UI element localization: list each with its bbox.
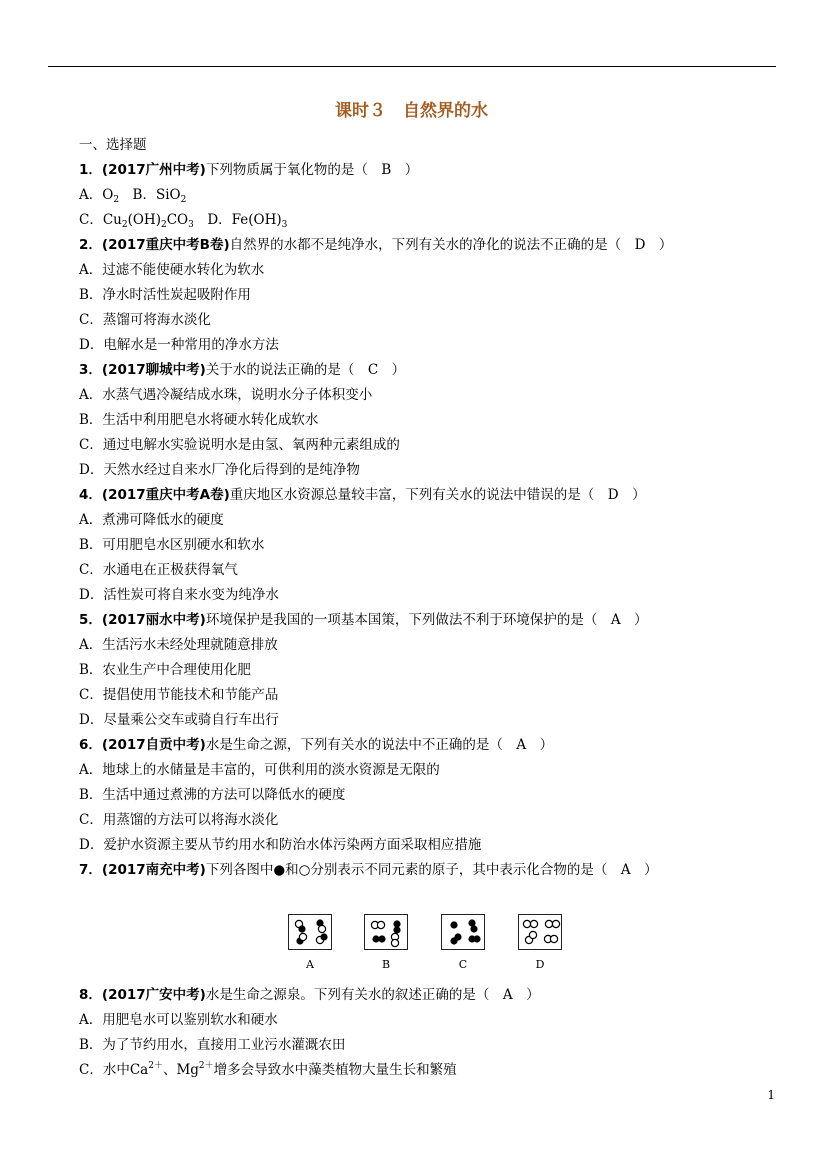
question-8-option-c: C．水中$Ca^{2+}$、$Mg^{2+}$增多会导致水中藻类植物大量生长和繁殖 xyxy=(79,1061,457,1078)
question-5-option: C．提倡使用节能技术和节能产品 xyxy=(79,687,279,703)
figure-label-d: D xyxy=(535,958,545,971)
question-4-stem: 4．(2017重庆中考A卷)重庆地区水资源总量较丰富，下列有关水的说法中错误的是（ D ） xyxy=(79,487,646,503)
section-heading: 一、选择题 xyxy=(79,137,147,153)
page-number: 1 xyxy=(767,1088,775,1102)
question-8-stem: 8．(2017广安中考)水是生命之源泉。下列有关水的叙述正确的是（ A ） xyxy=(79,987,540,1003)
question-2-option: C．蒸馏可将海水淡化 xyxy=(79,312,211,328)
question-5-option: B．农业生产中合理使用化肥 xyxy=(79,662,251,678)
molecule-figure xyxy=(284,914,574,974)
question-2-option: A．过滤不能使硬水转化为软水 xyxy=(79,262,265,278)
header-rule xyxy=(48,66,776,67)
question-3-stem: 3．(2017聊城中考)关于水的说法正确的是（ C ） xyxy=(79,362,406,378)
question-3-option: C．通过电解水实验说明水是由氢、氧两种元素组成的 xyxy=(79,437,400,453)
figure-label-a: A xyxy=(306,958,314,971)
question-1-stem: 1．(2017广州中考)下列物质属于氧化物的是（ B ） xyxy=(79,162,419,178)
question-4-option: A．煮沸可降低水的硬度 xyxy=(79,512,224,528)
question-8-option: B．为了节约用水，直接用工业污水灌溉农田 xyxy=(79,1037,346,1053)
question-3-option: B．生活中利用肥皂水将硬水转化成软水 xyxy=(79,412,319,428)
question-6-option: D．爱护水资源主要从节约用水和防治水体污染两方面采取相应措施 xyxy=(79,837,482,853)
question-2-stem: 2．(2017重庆中考B卷)自然界的水都不是纯净水，下列有关水的净化的说法不正确的是（ D ） xyxy=(79,237,673,253)
question-3-option: A．水蒸气遇冷凝结成水珠，说明水分子体积变小 xyxy=(79,387,373,403)
figure-label-b: B xyxy=(381,958,391,971)
figure-label-c: C xyxy=(458,958,468,971)
question-6-stem: 6．(2017自贡中考)水是生命之源，下列有关水的说法中不正确的是（ A ） xyxy=(79,737,554,753)
molecule-a-drawing xyxy=(289,915,333,951)
question-8-option: A．用肥皂水可以鉴别软水和硬水 xyxy=(79,1012,278,1028)
question-6-option: A．地球上的水储量是丰富的，可供利用的淡水资源是无限的 xyxy=(79,762,440,778)
molecule-box-d xyxy=(518,914,562,950)
page-title: 课时３ 自然界的水 xyxy=(335,101,488,121)
molecule-c-drawing xyxy=(442,915,486,951)
question-7-stem: 7．(2017南充中考)下列各图中●和○分别表示不同元素的原子，其中表示化合物的是（ A ） xyxy=(79,862,658,878)
molecule-b-drawing xyxy=(365,915,409,951)
question-2-option: B．净水时活性炭起吸附作用 xyxy=(79,287,251,303)
question-5-option: D．尽量乘公交车或骑自行车出行 xyxy=(79,712,279,728)
question-4-option: D．活性炭可将自来水变为纯净水 xyxy=(79,587,279,603)
question-1-options-ab: A．$O_2$ B．SiO$_2$ xyxy=(79,187,187,205)
molecule-box-a xyxy=(288,914,332,950)
question-3-option: D．天然水经过自来水厂净化后得到的是纯净物 xyxy=(79,462,360,478)
molecule-box-c xyxy=(441,914,485,950)
question-4-option: B．可用肥皂水区别硬水和软水 xyxy=(79,537,265,553)
question-5-option: A．生活污水未经处理就随意排放 xyxy=(79,637,278,653)
question-6-option: C．用蒸馏的方法可以将海水淡化 xyxy=(79,812,279,828)
question-5-stem: 5．(2017丽水中考)环境保护是我国的一项基本国策，下列做法不利于环境保护的是（ A ） xyxy=(79,612,648,628)
question-2-option: D．电解水是一种常用的净水方法 xyxy=(79,337,279,353)
question-6-option: B．生活中通过煮沸的方法可以降低水的硬度 xyxy=(79,787,346,803)
question-1-options-cd: C．$Cu_2(OH)_2CO_3$ D．$Fe(OH)_3$ xyxy=(79,212,288,230)
molecule-box-b xyxy=(364,914,408,950)
question-4-option: C．水通电在正极获得氧气 xyxy=(79,562,238,578)
molecule-d-drawing xyxy=(519,915,563,951)
